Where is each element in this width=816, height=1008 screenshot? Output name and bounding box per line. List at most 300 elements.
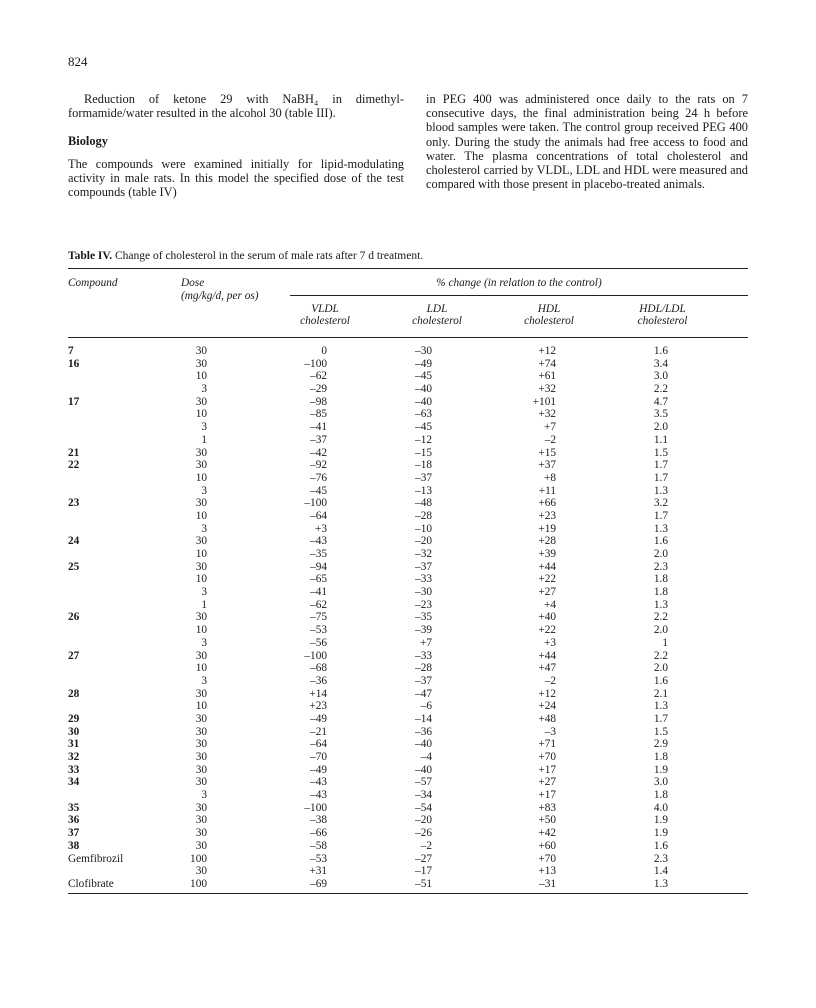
vldl-cell: –70 — [310, 751, 327, 763]
ldl-cell: –4 — [420, 751, 432, 763]
header-vldl-line1: VLDL — [311, 303, 339, 315]
table-row — [68, 485, 748, 498]
table-row — [68, 688, 748, 701]
hdl-cell: +12 — [538, 345, 556, 357]
table-row — [68, 345, 748, 358]
ldl-cell: –36 — [415, 725, 432, 738]
dose-cell: 1 — [201, 598, 207, 611]
vldl-cell: +14 — [309, 687, 327, 700]
table-row — [68, 726, 748, 739]
dose-cell: 30 — [195, 395, 207, 408]
vldl-cell: –68 — [310, 662, 327, 675]
vldl-cell: +3 — [314, 522, 327, 535]
header-vldl — [285, 303, 365, 328]
ratio-cell: 1.3 — [653, 877, 668, 890]
dose-cell: 30 — [195, 801, 207, 814]
ratio-cell: 1.8 — [653, 789, 668, 802]
table-header-rule — [68, 337, 748, 338]
ldl-cell: –32 — [415, 548, 432, 560]
dose-cell: 30 — [195, 725, 207, 738]
hdl-cell: +71 — [538, 738, 556, 751]
table-bottom-rule — [68, 893, 748, 894]
ldl-cell: –28 — [415, 662, 432, 675]
ratio-cell: 3.0 — [653, 370, 668, 383]
ratio-cell: 2.3 — [653, 560, 668, 573]
ldl-cell: –57 — [415, 776, 432, 789]
hdl-cell: –31 — [539, 877, 556, 890]
hdl-cell: +42 — [538, 827, 556, 840]
table-row — [68, 599, 748, 612]
dose-cell: 30 — [195, 814, 207, 827]
table-row — [68, 840, 748, 853]
ratio-cell: 1.8 — [653, 751, 668, 763]
table-row — [68, 434, 748, 447]
vldl-cell: –35 — [310, 548, 327, 560]
hdl-cell: +13 — [538, 865, 556, 878]
compound-cell: 36 — [68, 814, 80, 827]
vldl-cell: –41 — [310, 586, 327, 599]
table-row — [68, 561, 748, 574]
ratio-cell: 1.7 — [653, 471, 668, 484]
ratio-cell: 1.7 — [653, 509, 668, 522]
hdl-cell: +24 — [538, 700, 556, 713]
hdl-cell: +27 — [538, 776, 556, 789]
ratio-cell: 1.4 — [653, 865, 668, 878]
header-hdl-line1: HDL — [537, 303, 561, 315]
table-row — [68, 865, 748, 878]
compound-cell: 38 — [68, 839, 80, 852]
table-row — [68, 459, 748, 472]
dose-cell: 30 — [195, 839, 207, 852]
table-row — [68, 447, 748, 460]
ldl-cell: –10 — [415, 522, 432, 535]
vldl-cell: –43 — [310, 776, 327, 789]
ratio-cell: 2.0 — [653, 548, 668, 560]
table-row — [68, 853, 748, 866]
ratio-cell: 1.5 — [653, 446, 668, 459]
ratio-cell: 1.9 — [653, 827, 668, 840]
dose-cell: 30 — [195, 751, 207, 763]
page-number: 824 — [68, 54, 88, 69]
table-row — [68, 738, 748, 751]
vldl-cell: –100 — [304, 497, 327, 510]
table-row — [68, 624, 748, 637]
ratio-cell: 2.0 — [653, 624, 668, 637]
hdl-cell: +11 — [538, 484, 556, 497]
hdl-cell: +70 — [538, 852, 556, 865]
ratio-cell: 4.7 — [653, 395, 668, 408]
table-row — [68, 662, 748, 675]
dose-cell: 10 — [195, 471, 207, 484]
ratio-cell: 1.6 — [653, 535, 668, 548]
table-row — [68, 764, 748, 777]
hdl-cell: –2 — [544, 674, 556, 687]
dose-cell: 30 — [195, 865, 207, 878]
hdl-cell: +39 — [538, 548, 556, 560]
ldl-cell: –18 — [415, 459, 432, 472]
vldl-cell: –43 — [310, 789, 327, 802]
hdl-cell: +19 — [538, 522, 556, 535]
table-row — [68, 637, 748, 650]
vldl-cell: –100 — [304, 801, 327, 814]
ldl-cell: –14 — [415, 712, 432, 725]
left-text-column — [68, 92, 404, 199]
compound-cell: Clofibrate — [68, 877, 114, 890]
dose-cell: 30 — [195, 560, 207, 573]
vldl-cell: –49 — [310, 763, 327, 776]
vldl-cell: –62 — [310, 370, 327, 383]
vldl-cell: –43 — [310, 535, 327, 548]
dose-cell: 10 — [195, 370, 207, 383]
hdl-cell: +40 — [538, 611, 556, 624]
ldl-cell: –34 — [415, 789, 432, 802]
ratio-cell: 1.3 — [653, 522, 668, 535]
compound-cell: 24 — [68, 535, 80, 548]
ldl-cell: –40 — [415, 763, 432, 776]
ldl-cell: –20 — [415, 814, 432, 827]
header-ratio-line2: cholesterol — [637, 315, 688, 328]
dose-cell: 3 — [201, 674, 207, 687]
vldl-cell: –37 — [310, 433, 327, 446]
table-row — [68, 548, 748, 561]
vldl-cell: 0 — [321, 345, 327, 357]
ratio-cell: 3.0 — [653, 776, 668, 789]
table-row — [68, 383, 748, 396]
hdl-cell: +23 — [538, 509, 556, 522]
ratio-cell: 1.6 — [653, 839, 668, 852]
ldl-cell: –33 — [415, 649, 432, 662]
ldl-cell: –6 — [420, 700, 432, 713]
header-percent-change: % change (in relation to the control) — [436, 277, 602, 289]
hdl-cell: +44 — [538, 560, 556, 573]
vldl-cell: –100 — [304, 357, 327, 370]
vldl-cell: –94 — [310, 560, 327, 573]
vldl-cell: +31 — [309, 865, 327, 878]
ldl-cell: –27 — [415, 852, 432, 865]
dose-cell: 30 — [195, 497, 207, 510]
dose-cell: 10 — [195, 548, 207, 560]
dose-cell: 10 — [195, 662, 207, 675]
dose-cell: 30 — [195, 535, 207, 548]
table-row — [68, 573, 748, 586]
ldl-cell: –2 — [420, 839, 432, 852]
table-row — [68, 421, 748, 434]
vldl-cell: –38 — [310, 814, 327, 827]
ratio-cell: 1.7 — [653, 712, 668, 725]
dose-cell: 10 — [195, 624, 207, 637]
vldl-cell: –56 — [310, 636, 327, 649]
ratio-cell: 2.2 — [653, 383, 668, 396]
ldl-cell: –17 — [415, 865, 432, 878]
hdl-cell: +70 — [538, 751, 556, 763]
vldl-cell: –45 — [310, 484, 327, 497]
dose-cell: 3 — [201, 789, 207, 802]
compound-cell: 35 — [68, 801, 80, 814]
compound-cell: 22 — [68, 459, 80, 472]
hdl-cell: +7 — [543, 421, 556, 434]
ldl-cell: –15 — [415, 446, 432, 459]
table-row — [68, 776, 748, 789]
hdl-cell: +37 — [538, 459, 556, 472]
dose-cell: 3 — [201, 586, 207, 599]
table-row — [68, 751, 748, 764]
hdl-cell: +17 — [538, 763, 556, 776]
ratio-cell: 2.0 — [653, 662, 668, 675]
table-row — [68, 814, 748, 827]
ratio-cell: 1.9 — [653, 763, 668, 776]
compound-cell: 23 — [68, 497, 80, 510]
ldl-cell: –37 — [415, 560, 432, 573]
vldl-cell: –41 — [310, 421, 327, 434]
header-dose-units: (mg/kg/d, per os) — [181, 290, 259, 302]
ratio-cell: 2.2 — [653, 611, 668, 624]
table-row — [68, 523, 748, 536]
ldl-cell: –28 — [415, 509, 432, 522]
hdl-cell: +22 — [538, 573, 556, 586]
compound-cell: 32 — [68, 751, 80, 763]
dose-cell: 10 — [195, 700, 207, 713]
ratio-cell: 1.3 — [653, 700, 668, 713]
ratio-cell: 1 — [662, 636, 668, 649]
header-ldl — [397, 303, 477, 328]
vldl-cell: –53 — [310, 852, 327, 865]
hdl-cell: +44 — [538, 649, 556, 662]
hdl-cell: +47 — [538, 662, 556, 675]
header-ldl-line1: LDL — [426, 303, 448, 315]
ldl-cell: –45 — [415, 370, 432, 383]
vldl-cell: –75 — [310, 611, 327, 624]
compound-cell: 34 — [68, 776, 80, 789]
table-row — [68, 535, 748, 548]
table-row — [68, 878, 748, 891]
table-caption — [68, 250, 423, 262]
hdl-cell: +74 — [538, 357, 556, 370]
vldl-cell: +23 — [309, 700, 327, 713]
ratio-cell: 3.5 — [653, 408, 668, 421]
hdl-cell: +66 — [538, 497, 556, 510]
vldl-cell: –58 — [310, 839, 327, 852]
table-body — [68, 345, 748, 891]
dose-cell: 3 — [201, 421, 207, 434]
hdl-cell: +60 — [538, 839, 556, 852]
ratio-cell: 4.0 — [653, 801, 668, 814]
dose-cell: 10 — [195, 408, 207, 421]
hdl-cell: +22 — [538, 624, 556, 637]
paragraph-biology-intro: The compounds were examined initially for lipid-modulating activity in male rats. In this model the specified dose of the test compounds (table IV) — [68, 156, 404, 200]
dose-cell: 30 — [195, 446, 207, 459]
ldl-cell: –40 — [415, 383, 432, 396]
header-dose: Dose — [181, 277, 205, 289]
dose-cell: 30 — [195, 738, 207, 751]
ldl-cell: –37 — [415, 674, 432, 687]
vldl-cell: –21 — [310, 725, 327, 738]
dose-cell: 3 — [201, 383, 207, 396]
hdl-cell: +8 — [543, 471, 556, 484]
hdl-cell: +28 — [538, 535, 556, 548]
ratio-cell: 1.1 — [653, 433, 668, 446]
compound-cell: 28 — [68, 687, 80, 700]
table-row — [68, 408, 748, 421]
hdl-cell: +50 — [538, 814, 556, 827]
table-row — [68, 472, 748, 485]
ratio-cell: 1.8 — [653, 586, 668, 599]
hdl-cell: +83 — [538, 801, 556, 814]
dose-cell: 10 — [195, 573, 207, 586]
table-row — [68, 358, 748, 371]
ratio-cell: 2.9 — [653, 738, 668, 751]
compound-cell: 26 — [68, 611, 80, 624]
table-caption-text: Change of cholesterol in the serum of male rats after 7 d treatment. — [112, 250, 424, 262]
table-row — [68, 586, 748, 599]
compound-cell: 25 — [68, 560, 80, 573]
hdl-cell: +27 — [538, 586, 556, 599]
dose-cell: 3 — [201, 484, 207, 497]
hdl-cell: +17 — [538, 789, 556, 802]
vldl-cell: –69 — [310, 877, 327, 890]
ldl-cell: –30 — [415, 586, 432, 599]
header-ratio-line1: HDL/LDL — [639, 303, 686, 315]
ldl-cell: –12 — [415, 433, 432, 446]
ldl-cell: –45 — [415, 421, 432, 434]
dose-cell: 100 — [190, 852, 207, 865]
compound-cell: 27 — [68, 649, 80, 662]
table-row — [68, 675, 748, 688]
hdl-cell: +12 — [538, 687, 556, 700]
table-row — [68, 370, 748, 383]
section-heading-biology: Biology — [68, 134, 108, 149]
ldl-cell: –23 — [415, 598, 432, 611]
ratio-cell: 1.7 — [653, 459, 668, 472]
hdl-cell: +32 — [538, 408, 556, 421]
ldl-cell: –54 — [415, 801, 432, 814]
vldl-cell: –36 — [310, 674, 327, 687]
vldl-cell: –65 — [310, 573, 327, 586]
ratio-cell: 1.3 — [653, 484, 668, 497]
ratio-cell: 2.2 — [653, 649, 668, 662]
dose-cell: 30 — [195, 459, 207, 472]
vldl-cell: –66 — [310, 827, 327, 840]
dose-cell: 30 — [195, 687, 207, 700]
hdl-cell: –2 — [544, 433, 556, 446]
vldl-cell: –64 — [310, 738, 327, 751]
ldl-cell: –40 — [415, 395, 432, 408]
right-text-column — [426, 92, 748, 191]
compound-cell: 31 — [68, 738, 80, 751]
vldl-cell: –92 — [310, 459, 327, 472]
header-group-rule — [290, 295, 748, 296]
dose-cell: 30 — [195, 345, 207, 357]
header-ldl-line2: cholesterol — [412, 315, 462, 328]
ldl-cell: –37 — [415, 471, 432, 484]
ldl-cell: –39 — [415, 624, 432, 637]
paragraph-reduction: Reduction of ketone 29 with NaBH₄ in dimethyl-formamide/water resulted in the alcohol 30 (table III). — [68, 92, 404, 121]
ldl-cell: +7 — [419, 636, 432, 649]
vldl-cell: –100 — [304, 649, 327, 662]
ldl-cell: –30 — [415, 345, 432, 357]
dose-cell: 3 — [201, 522, 207, 535]
vldl-cell: –64 — [310, 509, 327, 522]
dose-cell: 30 — [195, 776, 207, 789]
ratio-cell: 3.4 — [653, 357, 668, 370]
compound-cell: 17 — [68, 395, 80, 408]
ldl-cell: –33 — [415, 573, 432, 586]
hdl-cell: +61 — [538, 370, 556, 383]
ratio-cell: 1.3 — [653, 598, 668, 611]
dose-cell: 1 — [201, 433, 207, 446]
hdl-cell: +4 — [543, 598, 556, 611]
ratio-cell: 1.5 — [653, 725, 668, 738]
hdl-cell: +48 — [538, 712, 556, 725]
compound-cell: Gemfibrozil — [68, 852, 124, 865]
vldl-cell: –76 — [310, 471, 327, 484]
dose-cell: 30 — [195, 611, 207, 624]
compound-cell: 7 — [68, 345, 74, 357]
vldl-cell: –85 — [310, 408, 327, 421]
hdl-cell: +3 — [543, 636, 556, 649]
ldl-cell: –51 — [415, 877, 432, 890]
compound-cell: 16 — [68, 357, 80, 370]
dose-cell: 30 — [195, 827, 207, 840]
compound-cell: 37 — [68, 827, 80, 840]
table-row — [68, 713, 748, 726]
ldl-cell: –48 — [415, 497, 432, 510]
table-caption-label: Table IV. — [68, 250, 113, 262]
header-hdl-line2: cholesterol — [524, 315, 574, 328]
header-hdl-ldl — [620, 303, 705, 328]
compound-cell: 29 — [68, 712, 80, 725]
ratio-cell: 1.6 — [653, 345, 668, 357]
hdl-cell: +15 — [538, 446, 556, 459]
compound-cell: 21 — [68, 446, 80, 459]
hdl-cell: –3 — [544, 725, 556, 738]
vldl-cell: –29 — [310, 383, 327, 396]
header-vldl-line2: cholesterol — [300, 315, 350, 328]
table-row — [68, 827, 748, 840]
ldl-cell: –47 — [415, 687, 432, 700]
dose-cell: 30 — [195, 712, 207, 725]
ldl-cell: –63 — [415, 408, 432, 421]
vldl-cell: –62 — [310, 598, 327, 611]
ratio-cell: 1.6 — [653, 674, 668, 687]
paragraph-methods: in PEG 400 was administered once daily to the rats on 7 consecutive days, the final administration being 24 h before blood samples were taken. The control group received PEG 400 only. During the study the animals had free access to food and water. The plasma concentrations of total cholesterol and cholesterol carried by VLDL, LDL and HDL were measured and compared with those present in placebo-treated animals. — [426, 92, 748, 192]
table-row — [68, 789, 748, 802]
table-row — [68, 611, 748, 624]
table-row — [68, 700, 748, 713]
table-row — [68, 497, 748, 510]
ldl-cell: –13 — [415, 484, 432, 497]
dose-cell: 30 — [195, 763, 207, 776]
dose-cell: 100 — [190, 877, 207, 890]
table-row — [68, 650, 748, 663]
ratio-cell: 2.1 — [653, 687, 668, 700]
dose-cell: 30 — [195, 357, 207, 370]
hdl-cell: +32 — [538, 383, 556, 396]
ldl-cell: –26 — [415, 827, 432, 840]
ratio-cell: 1.9 — [653, 814, 668, 827]
table-top-rule — [68, 268, 748, 269]
ratio-cell: 3.2 — [653, 497, 668, 510]
dose-cell: 10 — [195, 509, 207, 522]
ldl-cell: –20 — [415, 535, 432, 548]
compound-cell: 33 — [68, 763, 80, 776]
header-compound: Compound — [68, 277, 118, 289]
ldl-cell: –35 — [415, 611, 432, 624]
table-row — [68, 396, 748, 409]
vldl-cell: –53 — [310, 624, 327, 637]
vldl-cell: –49 — [310, 712, 327, 725]
dose-cell: 3 — [201, 636, 207, 649]
table-row — [68, 510, 748, 523]
